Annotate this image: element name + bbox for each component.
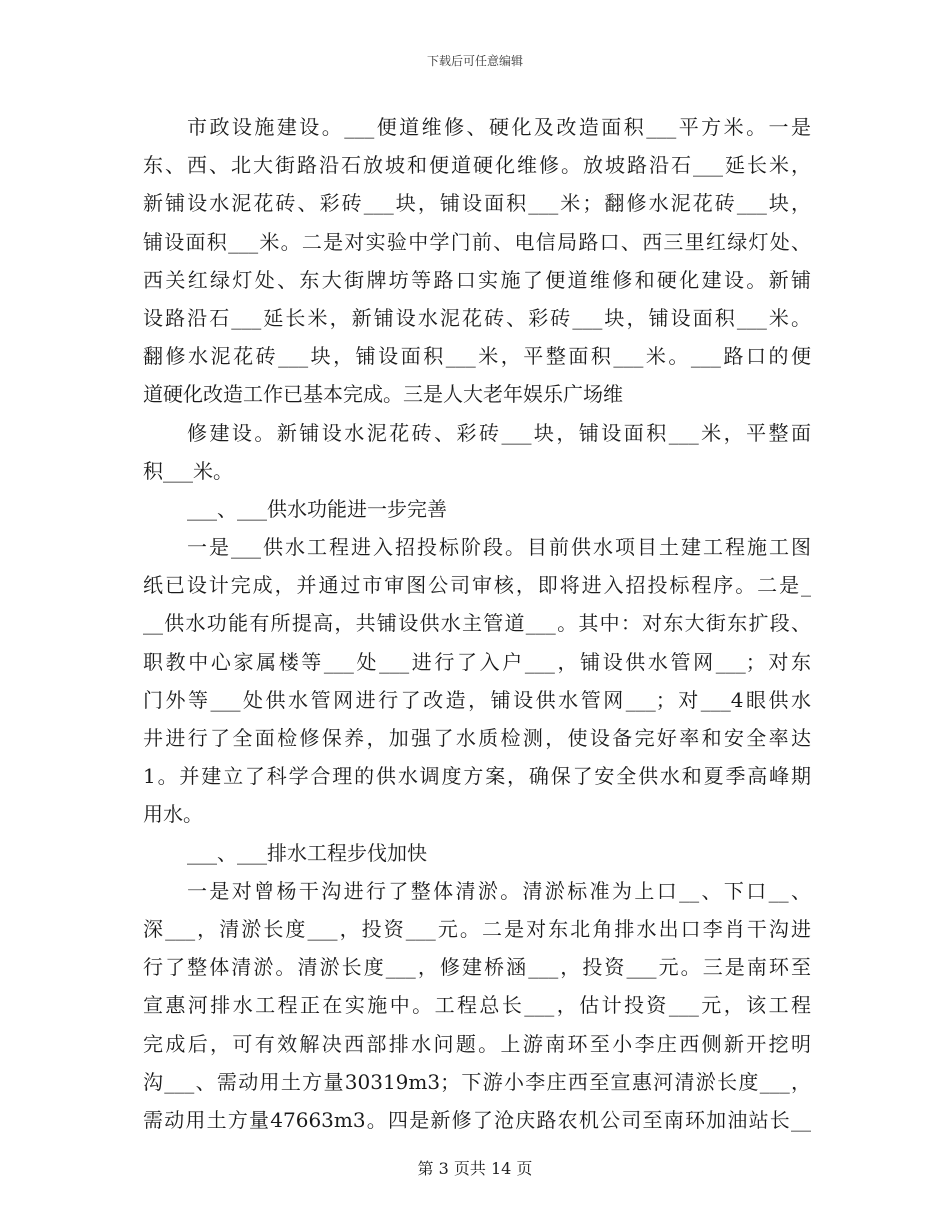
text-line: 需动用土方量47663m3。四是新修了沧庆路农机公司至南环加油站长__ [143,1107,811,1132]
text-line: 东、西、北大街路沿石放坡和便道硬化维修。放坡路沿石___延长米， [143,153,811,178]
text-line: 职教中心家属楼等___处___进行了入户___，铺设供水管网___；对东 [143,649,811,674]
text-line: 设路沿石___延长米，新铺设水泥花砖、彩砖___块，铺设面积___米。 [143,305,811,330]
text-line: 一是___供水工程进入招投标阶段。目前供水项目土建工程施工图 [187,535,811,560]
text-line: 深___，清淤长度___，投资___元。二是对东北角排水出口李肖干沟进 [143,916,811,941]
text-line: 积___米。 [143,458,233,483]
text-line: 西关红绿灯处、东大街牌坊等路口实施了便道维修和硬化建设。新铺 [143,267,811,292]
text-line: __供水功能有所提高，共铺设供水主管道___。其中：对东大街东扩段、 [143,611,811,636]
section-heading: ___、___排水工程步伐加快 [187,840,427,865]
text-line: 沟___、需动用土方量30319m3；下游小李庄西至宣惠河清淤长度___， [143,1069,811,1094]
text-line: 纸已设计完成，并通过市审图公司审核，即将进入招投标程序。二是_ [143,573,811,598]
page-footer: 第 3 页共 14 页 [417,1159,533,1178]
text-line: 道硬化改造工作已基本完成。三是人大老年娱乐广场维 [143,382,623,407]
document-body [143,108,811,1139]
text-line: 铺设面积___米。二是对实验中学门前、电信局路口、西三里红绿灯处、 [143,229,811,254]
text-line: 井进行了全面检修保养，加强了水质检测，使设备完好率和安全率达 [143,726,811,750]
text-line: 行了整体清淤。清淤长度___，修建桥涵___，投资___元。三是南环至 [143,955,811,980]
text-line: 完成后，可有效解决西部排水问题。上游南环至小李庄西侧新开挖明 [143,1031,811,1056]
text-line: 市政设施建设。___便道维修、硬化及改造面积___平方米。一是 [187,115,811,139]
text-line: 门外等___处供水管网进行了改造，铺设供水管网___；对___4眼供水 [143,687,811,712]
text-line: 新铺设水泥花砖、彩砖___块，铺设面积___米；翻修水泥花砖___块， [143,191,811,216]
text-line: 翻修水泥花砖___块，铺设面积___米，平整面积___米。___路口的便 [143,344,811,369]
text-line: 一是对曾杨干沟进行了整体清淤。清淤标准为上口__、下口__、 [187,878,811,903]
text-line: 用水。 [143,802,203,827]
text-line: 宣惠河排水工程正在实施中。工程总长___，估计投资___元，该工程 [143,993,811,1018]
text-line: 1。并建立了科学合理的供水调度方案，确保了安全供水和夏季高峰期 [143,764,811,789]
page-header: 下载后可任意编辑 [426,54,523,68]
section-heading: ___、___供水功能进一步完善 [187,496,447,521]
text-line: 修建设。新铺设水泥花砖、彩砖___块，铺设面积___米，平整面 [187,420,811,445]
